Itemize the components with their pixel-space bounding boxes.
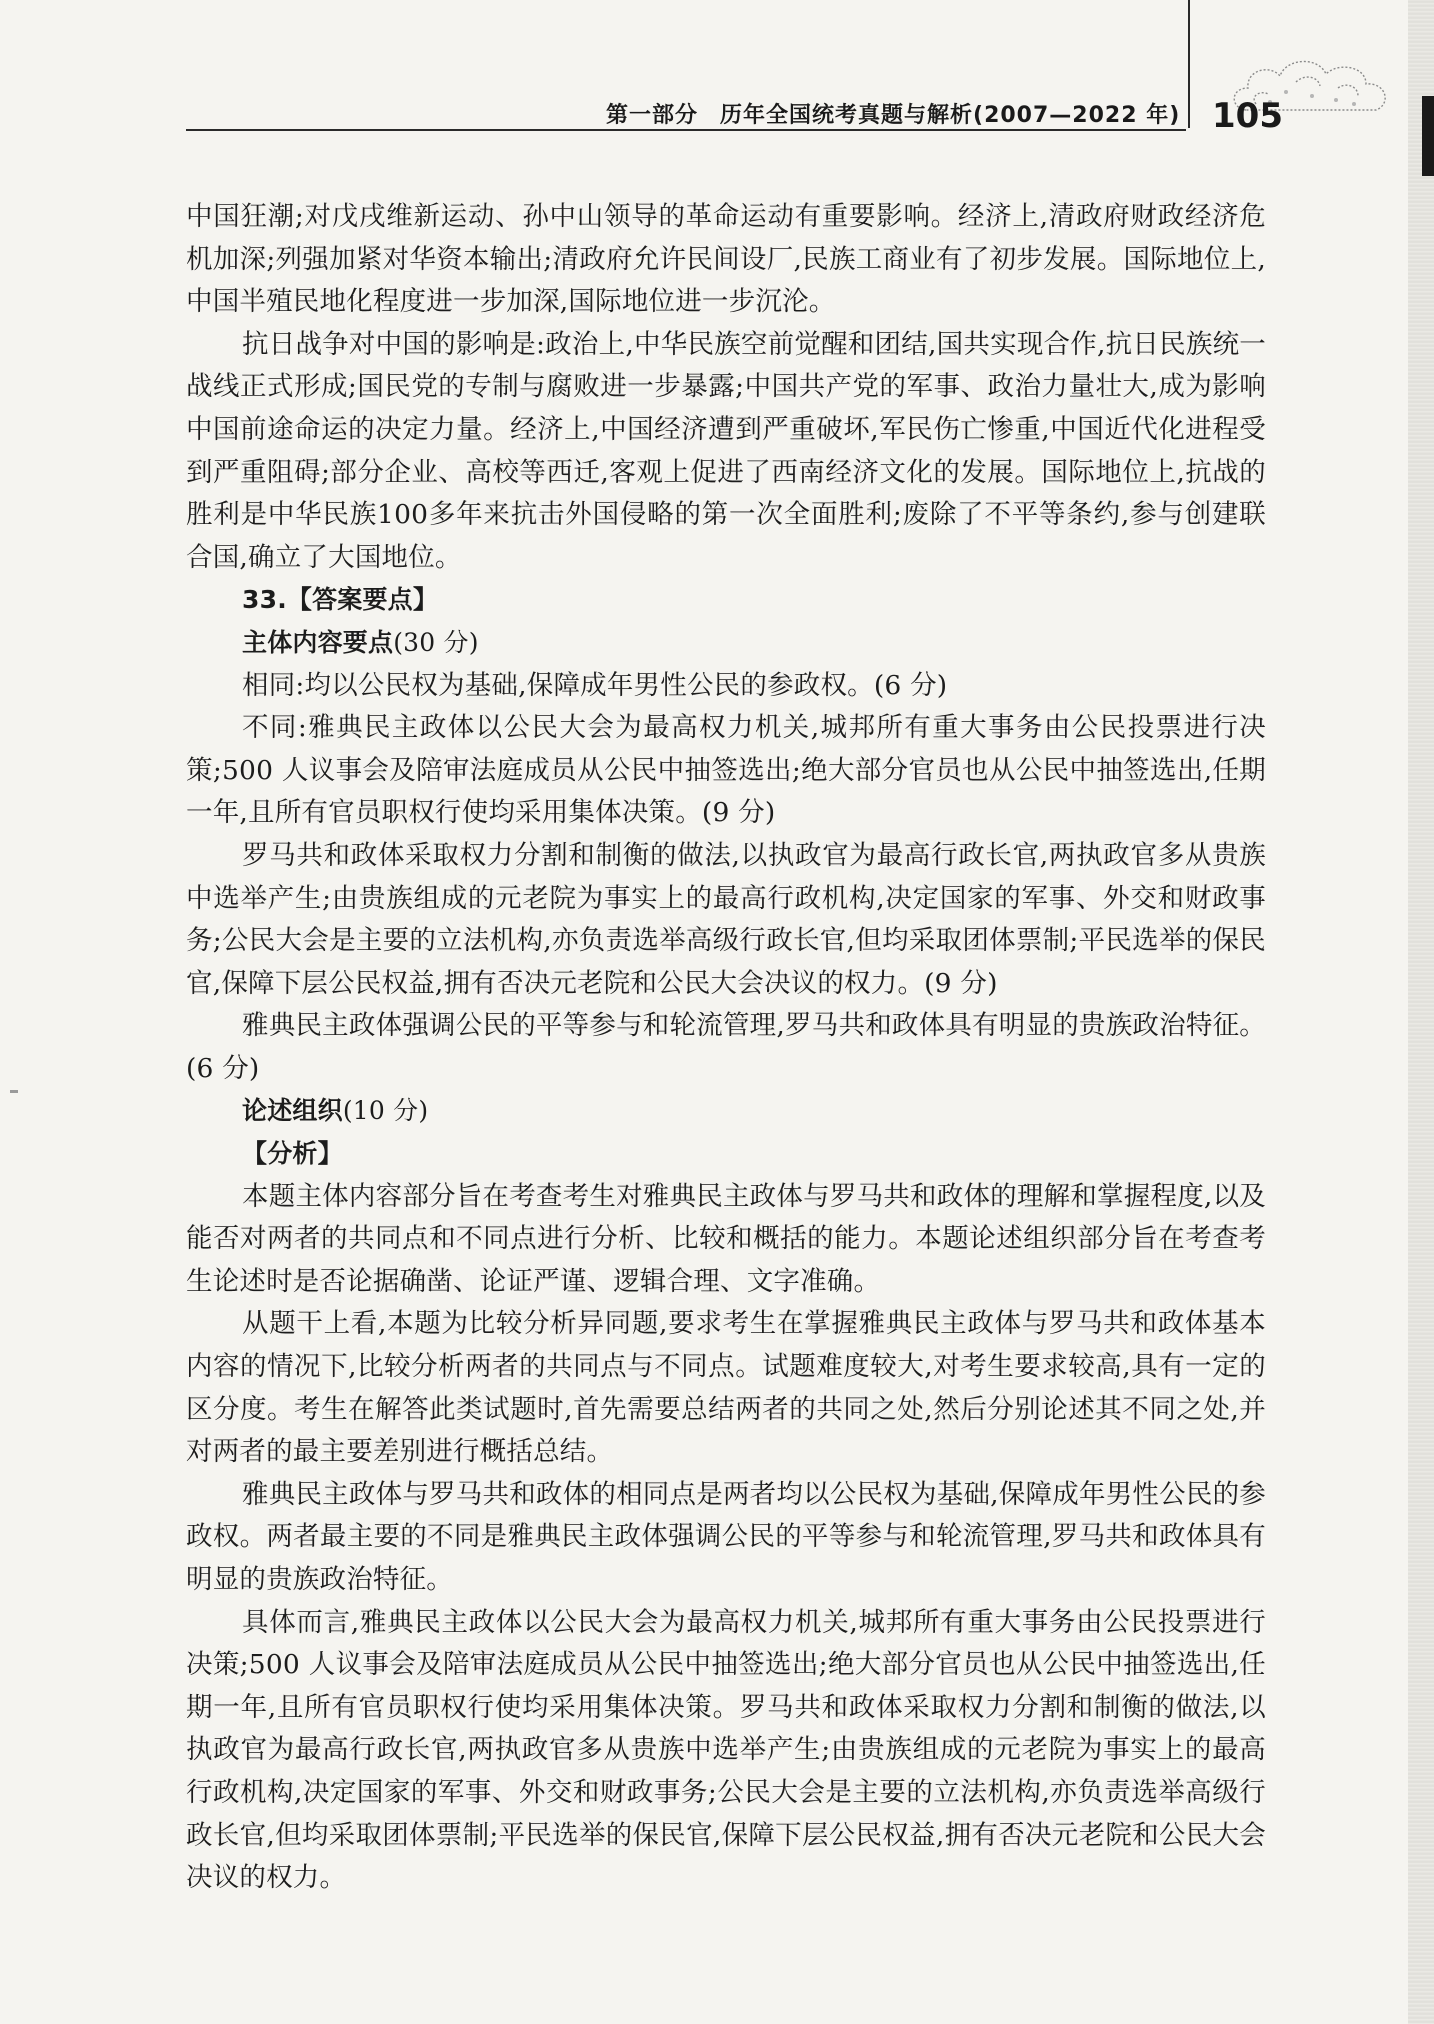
paragraph-analysis-purpose: 本题主体内容部分旨在考查考生对雅典民主政体与罗马共和政体的理解和掌握程度,以及能否对两者的共同点和不同点进行分析、比较和概括的能力。本题论述组织部分旨在考查考生论述时是否论据确凿、论证严谨、逻辑合理、文字准确。 xyxy=(186,1180,1266,1297)
paragraph-continued: 中国狂潮;对戊戌维新运动、孙中山领导的革命运动有重要影响。经济上,清政府财政经济危机加深;列强加紧对华资本输出;清政府允许民间设厂,民族工商业有了初步发展。国际地位上,中国半殖民地化程度进一步加深,国际地位进一步沉沦。 xyxy=(186,201,1266,318)
running-head-part: 第一部分 xyxy=(606,103,699,128)
analysis-heading: 【分析】 xyxy=(242,1139,343,1169)
paragraph-war-impact: 抗日战争对中国的影响是:政治上,中华民族空前觉醒和团结,国共实现合作,抗日民族统一战线正式形成;国民党的专制与腐败进一步暴露;中国共产党的军事、政治力量壮大,成为影响中国前途命运的决定力量。经济上,中国经济遭到严重破坏,军民伤亡惨重,中国近代化进程受到严重阻碍;部分企业、高校等西迁,客观上促进了西南经济文化的发展。国际地位上,抗战的胜利是中华民族100多年来抗击外国侵略的第一次全面胜利;废除了不平等条约,参与创建联合国,确立了大国地位。 xyxy=(186,328,1266,573)
margin-mark xyxy=(10,1090,18,1093)
main-content-heading xyxy=(186,622,1266,665)
running-head xyxy=(606,98,1181,129)
scan-edge-mark xyxy=(1422,96,1434,176)
paragraph-main-difference: 雅典民主政体强调公民的平等参与和轮流管理,罗马共和政体具有明显的贵族政治特征。(6 分) xyxy=(186,1010,1266,1084)
body-text xyxy=(186,196,1266,1900)
organization-score: (10 分) xyxy=(342,1096,429,1126)
main-content-title: 主体内容要点 xyxy=(242,627,394,657)
paragraph-difference-athens: 不同:雅典民主政体以公民大会为最高权力机关,城邦所有重大事务由公民投票进行决策;500 人议事会及陪审法庭成员从公民中抽签选出;绝大部分官员也从公民中抽签选出,任期一年,且所有官员职权行使均采用集体决策。(9 分) xyxy=(186,712,1266,829)
running-head-title: 历年全国统考真题与解析(2007—2022 年) xyxy=(720,103,1181,128)
header-vertical-rule xyxy=(1188,0,1190,128)
answer-heading: 33.【答案要点】 xyxy=(242,585,439,615)
page-number: 105 xyxy=(1212,96,1283,136)
organization-heading xyxy=(186,1090,1266,1133)
paragraph-analysis-question: 从题干上看,本题为比较分析异同题,要求考生在掌握雅典民主政体与罗马共和政体基本内容的情况下,比较分析两者的共同点与不同点。试题难度较大,对考生要求较高,具有一定的区分度。考生在解答此类试题时,首先需要总结两者的共同之处,然后分别论述其不同之处,并对两者的最主要差别进行概括总结。 xyxy=(186,1308,1266,1468)
paragraph-analysis-summary: 雅典民主政体与罗马共和政体的相同点是两者均以公民权为基础,保障成年男性公民的参政权。两者最主要的不同是雅典民主政体强调公民的平等参与和轮流管理,罗马共和政体具有明显的贵族政治特征。 xyxy=(186,1478,1266,1595)
paragraph-similarity: 相同:均以公民权为基础,保障成年男性公民的参政权。(6 分) xyxy=(242,669,948,701)
scan-edge xyxy=(1408,0,1434,2024)
organization-title: 论述组织 xyxy=(242,1096,343,1126)
paragraph-analysis-detail: 具体而言,雅典民主政体以公民大会为最高权力机关,城邦所有重大事务由公民投票进行决策;500 人议事会及陪审法庭成员从公民中抽签选出;绝大部分官员也从公民中抽签选出,任期一年,且所有官员职权行使均采用集体决策。罗马共和政体采取权力分割和制衡的做法,以执政官为最高行政长官,两执政官多从贵族中选举产生;由贵族组成的元老院为事实上的最高行政机构,决定国家的军事、外交和财政事务;公民大会是主要的立法机构,亦负责选举高级行政长官,但均采取团体票制;平民选举的保民官,保障下层公民权益,拥有否决元老院和公民大会决议的权力。 xyxy=(186,1606,1266,1894)
main-content-score: (30 分) xyxy=(393,627,479,657)
paragraph-difference-rome: 罗马共和政体采取权力分割和制衡的做法,以执政官为最高行政长官,两执政官多从贵族中选举产生;由贵族组成的元老院为事实上的最高行政机构,决定国家的军事、外交和财政事务;公民大会是主要的立法机构,亦负责选举高级行政长官,但均采取团体票制;平民选举的保民官,保障下层公民权益,拥有否决元老院和公民大会决议的权力。(9 分) xyxy=(186,839,1266,999)
header-rule xyxy=(186,129,1186,131)
